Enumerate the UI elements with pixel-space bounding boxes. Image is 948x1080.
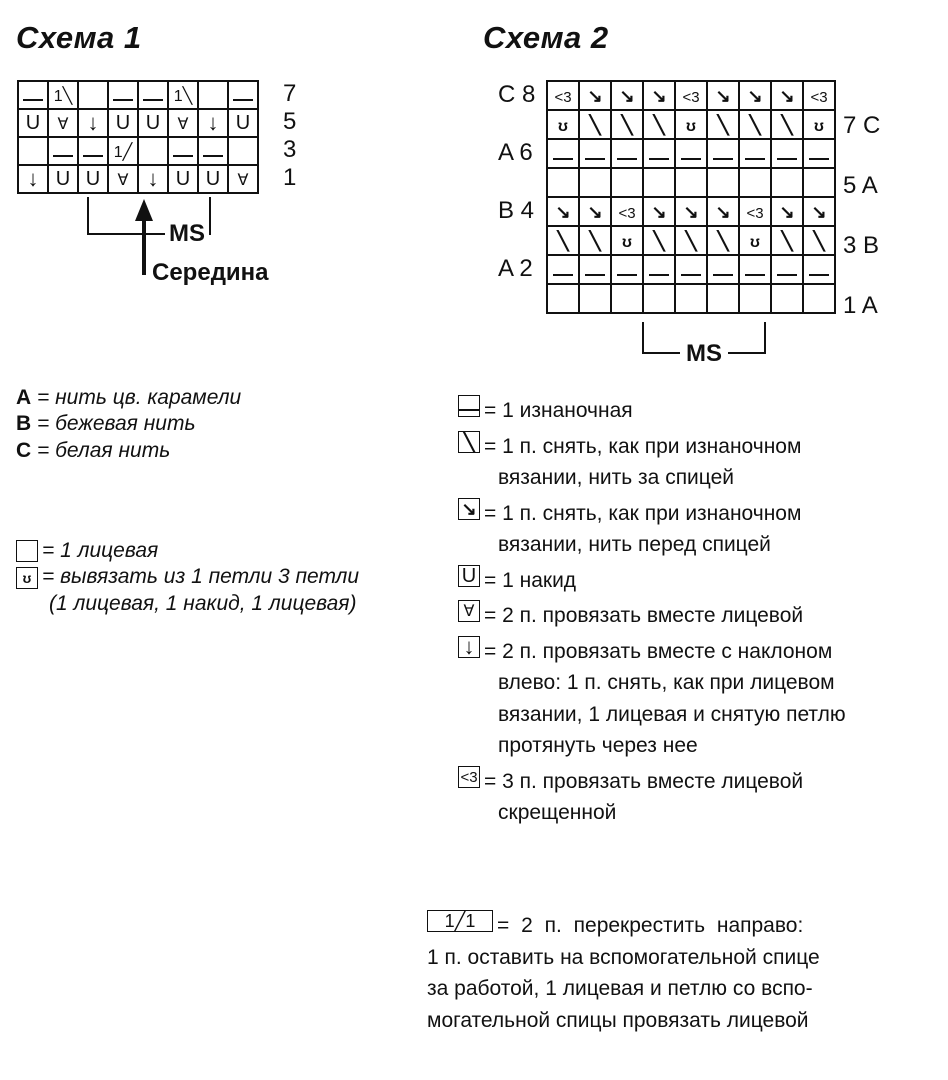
purl-icon bbox=[579, 139, 611, 168]
legend2-item: ∀ = 2 п. провязать вместе лицевой bbox=[458, 600, 938, 632]
purl-icon bbox=[707, 255, 739, 284]
yarn-over-icon: U bbox=[228, 109, 258, 137]
slip-wyib-icon: ╲ bbox=[803, 226, 835, 255]
purl-icon bbox=[771, 255, 803, 284]
slip-wyib-icon: ╲ bbox=[611, 110, 643, 139]
purl-icon bbox=[675, 139, 707, 168]
yarn-over-icon: U bbox=[108, 109, 138, 137]
knit-cell bbox=[803, 168, 835, 197]
slip-wyib-icon: ╲ bbox=[643, 226, 675, 255]
purl-icon bbox=[611, 255, 643, 284]
knit-cell bbox=[611, 168, 643, 197]
scheme2-grid bbox=[546, 80, 836, 314]
scheme1-row-label: 3 bbox=[283, 136, 297, 163]
knit-cell bbox=[707, 168, 739, 197]
inc3-icon: ʊ bbox=[611, 226, 643, 255]
slip-wyif-icon: ↘ bbox=[579, 197, 611, 226]
inc3-icon: ʊ bbox=[803, 110, 835, 139]
knit-cell bbox=[675, 284, 707, 313]
slip-wyib-icon: ╲ bbox=[579, 110, 611, 139]
legend2-item: ↘ = 1 п. снять, как при изнаночном вязании, нить перед спицей bbox=[458, 498, 938, 561]
slip-wyib-icon: ╲ bbox=[707, 110, 739, 139]
scheme1-row-label: 1 bbox=[283, 164, 297, 191]
scheme1-grid bbox=[17, 80, 259, 194]
knit-cell bbox=[739, 284, 771, 313]
knit-cell bbox=[643, 168, 675, 197]
scheme1-ms-label: MS bbox=[165, 220, 209, 248]
purl-icon bbox=[458, 395, 480, 417]
scheme1-row-label: 7 bbox=[283, 80, 297, 107]
ssk-icon: ↓ bbox=[78, 109, 108, 137]
yarn-over-icon: U bbox=[138, 109, 168, 137]
cross-icon: 1╲ bbox=[48, 81, 78, 109]
scheme2-row bbox=[547, 139, 835, 168]
slip-wyif-icon: ↘ bbox=[458, 498, 480, 520]
slip-wyif-icon: ↘ bbox=[611, 81, 643, 110]
knit-box-icon bbox=[16, 540, 38, 562]
legend2-item: ↓ = 2 п. провязать вместе с наклоном влево: 1 п. снять, как при лицевом вязании, 1 лицевая и снятую петлю протянуть через нее bbox=[458, 636, 938, 762]
slip-wyif-icon: ↘ bbox=[771, 81, 803, 110]
purl-icon bbox=[675, 255, 707, 284]
inc3-icon: ʊ bbox=[675, 110, 707, 139]
scheme1-title: Схема 1 bbox=[16, 20, 142, 55]
knit-cell bbox=[739, 168, 771, 197]
k2tog-icon: ∀ bbox=[458, 600, 480, 622]
slip-wyif-icon: ↘ bbox=[579, 81, 611, 110]
k2tog-icon: ∀ bbox=[48, 109, 78, 137]
scheme2-row bbox=[547, 226, 835, 255]
knit-cell bbox=[771, 168, 803, 197]
purl-icon bbox=[228, 81, 258, 109]
slip-wyib-icon: ╲ bbox=[547, 226, 579, 255]
cross-icon: 1╱ bbox=[108, 137, 138, 165]
scheme2-right-label: 1 A bbox=[843, 292, 878, 319]
cross-right-icon: 1╱1 bbox=[427, 910, 493, 932]
colors-legend bbox=[16, 385, 241, 464]
knit-cell bbox=[198, 81, 228, 109]
ssk-icon: ↓ bbox=[138, 165, 168, 193]
purl-icon bbox=[18, 81, 48, 109]
knit-cell bbox=[228, 137, 258, 165]
purl-icon bbox=[198, 137, 228, 165]
slip-wyif-icon: ↘ bbox=[739, 81, 771, 110]
purl-icon bbox=[138, 81, 168, 109]
knit-cell bbox=[707, 284, 739, 313]
slip-wyif-icon: ↘ bbox=[707, 81, 739, 110]
scheme2-left-label: A 6 bbox=[498, 139, 533, 166]
yarn-over-icon: U bbox=[18, 109, 48, 137]
knit-cell bbox=[675, 168, 707, 197]
scheme2-right-label: 7 C bbox=[843, 112, 881, 139]
slip-wyif-icon: ↘ bbox=[643, 81, 675, 110]
ssk-icon: ↓ bbox=[198, 109, 228, 137]
purl-icon bbox=[611, 139, 643, 168]
yarn-over-icon: U bbox=[168, 165, 198, 193]
purl-icon bbox=[803, 255, 835, 284]
purl-icon bbox=[643, 255, 675, 284]
scheme2-ms-label: MS bbox=[680, 340, 728, 368]
slip-wyib-icon: ╲ bbox=[643, 110, 675, 139]
slip-wyif-icon: ↘ bbox=[643, 197, 675, 226]
yarn-over-icon: U bbox=[48, 165, 78, 193]
scheme1-row bbox=[18, 81, 258, 109]
color-legend-item: A = нить цв. карамели bbox=[16, 386, 242, 409]
legend-knit-row: = 1 лицевая bbox=[16, 538, 359, 564]
purl-icon bbox=[579, 255, 611, 284]
scheme2-title: Схема 2 bbox=[483, 20, 609, 55]
k2tog-icon: ∀ bbox=[108, 165, 138, 193]
knit-cell bbox=[803, 284, 835, 313]
scheme2-row bbox=[547, 197, 835, 226]
legend2-item: = 1 изнаночная bbox=[458, 395, 938, 427]
slip-wyif-icon: ↘ bbox=[771, 197, 803, 226]
slip-wyib-icon: ╲ bbox=[675, 226, 707, 255]
scheme2-right-label: 5 A bbox=[843, 172, 878, 199]
slip-wyib-icon: ╲ bbox=[579, 226, 611, 255]
k3tog-tbl-icon: <3 bbox=[675, 81, 707, 110]
yarn-over-icon: U bbox=[78, 165, 108, 193]
k3tog-tbl-icon: <3 bbox=[739, 197, 771, 226]
legend2-item: U = 1 накид bbox=[458, 565, 938, 597]
k3tog-tbl-icon: <3 bbox=[458, 766, 480, 788]
purl-icon bbox=[739, 255, 771, 284]
scheme1-row bbox=[18, 137, 258, 165]
scheme1-legend bbox=[16, 538, 359, 617]
scheme1-row bbox=[18, 165, 258, 193]
purl-icon bbox=[108, 81, 138, 109]
scheme2-left-label: A 2 bbox=[498, 255, 533, 282]
k2tog-icon: ∀ bbox=[228, 165, 258, 193]
legend2-item: ╲ = 1 п. снять, как при изнаночном вязании, нить за спицей bbox=[458, 431, 938, 494]
purl-icon bbox=[803, 139, 835, 168]
purl-icon bbox=[48, 137, 78, 165]
legend-inc3-note: (1 лицевая, 1 накид, 1 лицевая) bbox=[49, 591, 357, 615]
k3tog-tbl-icon: <3 bbox=[611, 197, 643, 226]
knit-cell bbox=[547, 284, 579, 313]
cross-icon: 1╲ bbox=[168, 81, 198, 109]
purl-icon bbox=[771, 139, 803, 168]
cross-legend: 1╱1 = 2 п. перекрестить направо: 1 п. оставить на вспомогательной спице за работой, 1 лицевая и петлю со вспо- могательной спицы провязать лицевой bbox=[427, 911, 820, 1032]
slip-wyib-icon: ╲ bbox=[458, 431, 480, 453]
slip-wyib-icon: ╲ bbox=[707, 226, 739, 255]
ssk-icon: ↓ bbox=[458, 636, 480, 658]
knit-cell bbox=[771, 284, 803, 313]
slip-wyif-icon: ↘ bbox=[675, 197, 707, 226]
purl-icon bbox=[707, 139, 739, 168]
slip-wyif-icon: ↘ bbox=[707, 197, 739, 226]
inc3-icon: ʊ bbox=[739, 226, 771, 255]
slip-wyif-icon: ↘ bbox=[803, 197, 835, 226]
knit-cell bbox=[547, 168, 579, 197]
inc3-icon: ʊ bbox=[16, 567, 38, 589]
knit-cell bbox=[611, 284, 643, 313]
knit-cell bbox=[78, 81, 108, 109]
scheme2-row bbox=[547, 81, 835, 110]
legend2-item: <3 = 3 п. провязать вместе лицевой скрещенной bbox=[458, 766, 938, 829]
knit-cell bbox=[579, 168, 611, 197]
scheme1-row bbox=[18, 109, 258, 137]
yarn-over-icon: U bbox=[458, 565, 480, 587]
scheme2-left-label: C 8 bbox=[498, 81, 536, 108]
slip-wyib-icon: ╲ bbox=[739, 110, 771, 139]
purl-icon bbox=[739, 139, 771, 168]
purl-icon bbox=[643, 139, 675, 168]
color-legend-item: B = бежевая нить bbox=[16, 412, 196, 436]
scheme2-legend bbox=[458, 395, 938, 833]
slip-wyib-icon: ╲ bbox=[771, 110, 803, 139]
knit-cell bbox=[18, 137, 48, 165]
legend-inc3-row: ʊ = вывязать из 1 петли 3 петли bbox=[16, 564, 359, 590]
k2tog-icon: ∀ bbox=[168, 109, 198, 137]
scheme2-row bbox=[547, 255, 835, 284]
k3tog-tbl-icon: <3 bbox=[803, 81, 835, 110]
scheme2-row bbox=[547, 284, 835, 313]
slip-wyif-icon: ↘ bbox=[547, 197, 579, 226]
ssk-icon: ↓ bbox=[18, 165, 48, 193]
knit-cell bbox=[579, 284, 611, 313]
scheme2-row bbox=[547, 110, 835, 139]
scheme2-row bbox=[547, 168, 835, 197]
k3tog-tbl-icon: <3 bbox=[547, 81, 579, 110]
purl-icon bbox=[547, 139, 579, 168]
purl-icon bbox=[78, 137, 108, 165]
slip-wyib-icon: ╲ bbox=[771, 226, 803, 255]
scheme1-row-label: 5 bbox=[283, 108, 297, 135]
scheme2-right-label: 3 B bbox=[843, 232, 880, 259]
knit-cell bbox=[643, 284, 675, 313]
yarn-over-icon: U bbox=[198, 165, 228, 193]
purl-icon bbox=[547, 255, 579, 284]
knit-cell bbox=[138, 137, 168, 165]
scheme2-left-label: B 4 bbox=[498, 197, 535, 224]
inc3-icon: ʊ bbox=[547, 110, 579, 139]
color-legend-item: C = белая нить bbox=[16, 438, 171, 462]
purl-icon bbox=[168, 137, 198, 165]
middle-label: Середина bbox=[152, 259, 269, 286]
